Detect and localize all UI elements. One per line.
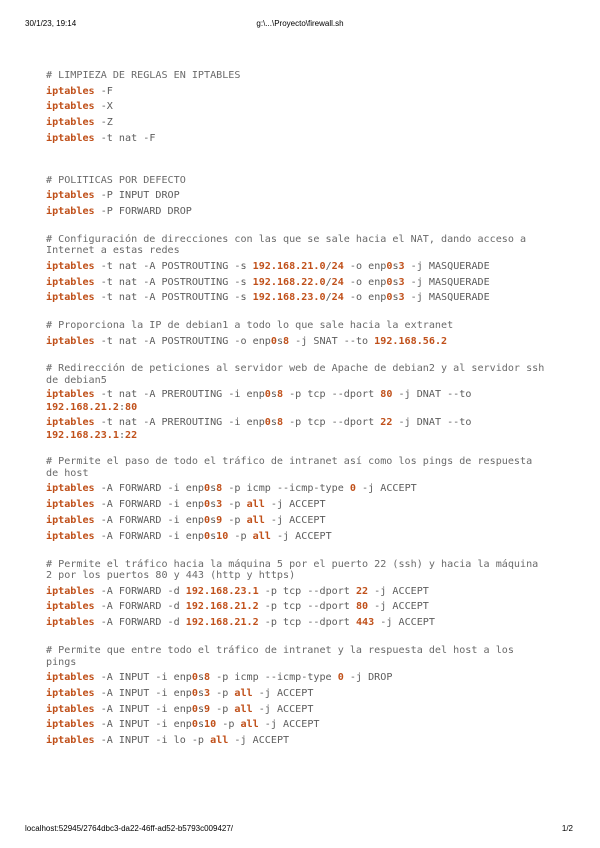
code-token: :: [118, 430, 126, 442]
code-section: [46, 234, 546, 306]
code-token-highlighted: iptables: [46, 687, 95, 699]
code-token-highlighted: 80: [380, 389, 393, 401]
code-token-highlighted: iptables: [46, 719, 95, 731]
code-token-highlighted: iptables: [46, 672, 95, 684]
code-token: -p icmp --icmp-type: [222, 483, 350, 495]
code-token-highlighted: iptables: [46, 483, 95, 495]
code-token-highlighted: 0: [386, 276, 393, 288]
print-datetime: 30/1/23, 19:14: [25, 19, 77, 28]
code-line: [46, 599, 546, 615]
code-line: [46, 529, 546, 545]
code-token-highlighted: 0: [386, 292, 393, 304]
code-token: -j ACCEPT: [264, 515, 326, 527]
code-section: [46, 320, 546, 349]
code-token: :: [118, 402, 126, 414]
code-token-highlighted: 0: [204, 515, 211, 527]
code-token-highlighted: all: [246, 499, 265, 511]
code-token: s: [270, 389, 277, 401]
code-token: -X: [94, 101, 113, 113]
code-token: -j DNAT --to: [392, 389, 478, 401]
code-line: [46, 99, 546, 115]
code-token: -p tcp --dport: [283, 417, 381, 429]
code-token: -p: [210, 703, 235, 715]
code-token-highlighted: iptables: [46, 292, 95, 304]
code-token-highlighted: 8: [283, 335, 290, 347]
code-token-highlighted: 22: [125, 430, 138, 442]
code-token: -t nat -F: [94, 132, 156, 144]
script-content: [46, 70, 546, 763]
code-section: [46, 70, 546, 147]
code-line: [46, 733, 546, 749]
code-section: [46, 363, 546, 442]
code-comment: # POLITICAS POR DEFECTO: [46, 174, 186, 186]
code-token-highlighted: 80: [355, 601, 369, 613]
code-token-highlighted: iptables: [46, 132, 95, 144]
code-token: -j DNAT --to: [392, 417, 478, 429]
code-token-highlighted: 0: [191, 719, 198, 731]
code-token-highlighted: 8: [216, 483, 223, 495]
code-token-highlighted: 192.168.22.0: [252, 276, 326, 288]
code-token: -Z: [94, 117, 113, 129]
code-token-highlighted: 3: [398, 292, 405, 304]
code-line: [46, 702, 546, 718]
code-token: s: [270, 417, 277, 429]
code-token-highlighted: 192.168.23.1: [46, 430, 119, 442]
code-token: -j SNAT --to: [289, 335, 375, 347]
page-number: 1/2: [561, 824, 573, 833]
code-token-highlighted: 0: [349, 483, 356, 495]
code-token-highlighted: iptables: [46, 260, 95, 272]
code-token: /: [325, 260, 332, 272]
code-token-highlighted: 3: [216, 499, 223, 511]
code-comment: # Redirección de peticiones al servidor web de Apache de debian2 y al servidor ssh de debian5: [46, 363, 545, 386]
code-comment: # LIMPIEZA DE REGLAS EN IPTABLES: [46, 70, 241, 81]
code-line: [46, 204, 546, 220]
code-token-highlighted: all: [210, 735, 229, 747]
code-token-highlighted: 192.168.21.2: [185, 601, 259, 613]
code-token-highlighted: iptables: [46, 335, 95, 347]
code-token-highlighted: iptables: [46, 276, 95, 288]
code-token: -j ACCEPT: [374, 617, 435, 629]
code-token: -A FORWARD -i enp: [94, 530, 205, 542]
code-token: -A INPUT -i lo -p: [94, 735, 211, 747]
code-token: -j MASQUERADE: [404, 276, 490, 288]
code-token-highlighted: 443: [355, 617, 375, 629]
code-token-highlighted: all: [234, 687, 253, 699]
code-token: -F: [94, 85, 113, 97]
code-token: -A FORWARD -d: [94, 601, 186, 613]
code-line: [46, 615, 546, 631]
code-token-highlighted: 0: [191, 687, 198, 699]
code-token-highlighted: 0: [204, 530, 211, 542]
code-token: -t nat -A POSTROUTING -s: [94, 276, 253, 288]
code-token: s: [392, 292, 399, 304]
code-token: s: [197, 703, 205, 715]
code-token-highlighted: iptables: [46, 515, 95, 527]
code-line: [46, 131, 546, 147]
code-section: [46, 559, 546, 631]
code-comment: # Permite el paso de todo el tráfico de intranet así como los pings de respuesta de host: [46, 456, 533, 479]
code-token-highlighted: 3: [398, 276, 405, 288]
code-token-highlighted: 10: [204, 719, 217, 731]
code-token: s: [276, 335, 284, 347]
code-line: [46, 584, 546, 600]
code-line: [46, 717, 546, 733]
code-line: [46, 259, 546, 275]
code-token-highlighted: 24: [331, 260, 344, 272]
code-token: -p: [222, 499, 247, 511]
code-token-highlighted: iptables: [46, 530, 95, 542]
code-token: -j ACCEPT: [355, 483, 417, 495]
code-line: [46, 275, 546, 291]
code-token-highlighted: all: [246, 515, 265, 527]
code-line: [46, 513, 546, 529]
code-line: [46, 188, 546, 204]
code-line: [46, 497, 546, 513]
code-token-highlighted: 80: [125, 402, 138, 414]
code-token: -p: [216, 719, 241, 731]
code-token: -A INPUT -i enp: [94, 672, 192, 684]
code-token-highlighted: 192.168.23.0: [252, 292, 326, 304]
code-token-highlighted: 24: [331, 276, 344, 288]
code-token: -j ACCEPT: [252, 687, 314, 699]
code-token-highlighted: 0: [337, 672, 344, 684]
code-token: -j MASQUERADE: [404, 260, 490, 272]
code-token-highlighted: 3: [398, 260, 405, 272]
code-token: -j ACCEPT: [228, 735, 290, 747]
code-token: -p: [222, 515, 247, 527]
code-token-highlighted: 8: [276, 389, 284, 401]
code-token: -j ACCEPT: [258, 719, 320, 731]
code-token-highlighted: 0: [191, 672, 198, 684]
code-token-highlighted: iptables: [46, 117, 95, 129]
code-token-highlighted: 22: [355, 585, 369, 597]
code-token: -A FORWARD -d: [94, 617, 186, 629]
code-token-highlighted: 0: [204, 499, 211, 511]
code-token: -p tcp --dport: [283, 389, 381, 401]
code-token: s: [392, 276, 399, 288]
code-token-highlighted: 192.168.21.2: [185, 617, 259, 629]
code-token: -A FORWARD -i enp: [94, 515, 205, 527]
code-token-highlighted: iptables: [46, 601, 95, 613]
code-token: -j ACCEPT: [270, 530, 332, 542]
code-token: -p icmp --icmp-type: [210, 672, 338, 684]
code-token: -p tcp --dport: [258, 601, 356, 613]
code-token: -t nat -A PREROUTING -i enp: [94, 389, 265, 401]
code-token: -A INPUT -i enp: [94, 719, 192, 731]
code-token: -A FORWARD -i enp: [94, 499, 205, 511]
code-token: s: [392, 260, 399, 272]
code-line: [46, 334, 546, 350]
code-token: -p tcp --dport: [258, 617, 356, 629]
code-comment: # Proporciona la IP de debian1 a todo lo que sale hacia la extranet: [46, 320, 454, 332]
code-token-highlighted: iptables: [46, 585, 95, 597]
code-token-highlighted: 0: [191, 703, 198, 715]
code-token: -t nat -A POSTROUTING -o enp: [94, 335, 271, 347]
print-file-path: g:\...\Proyecto\firewall.sh: [256, 19, 344, 28]
code-token-highlighted: 0: [264, 417, 271, 429]
code-token: -o enp: [343, 292, 387, 304]
code-token: s: [210, 483, 217, 495]
code-token-highlighted: iptables: [46, 499, 95, 511]
code-token-highlighted: all: [240, 719, 259, 731]
code-token: -p tcp --dport: [258, 585, 356, 597]
code-token: s: [210, 530, 217, 542]
code-line: [46, 84, 546, 100]
code-token-highlighted: iptables: [46, 101, 95, 113]
code-token-highlighted: 192.168.21.0: [252, 260, 326, 272]
code-token: s: [197, 672, 205, 684]
code-token-highlighted: 8: [276, 417, 284, 429]
code-token-highlighted: 0: [204, 483, 211, 495]
code-token: -p: [210, 687, 235, 699]
code-token-highlighted: iptables: [46, 617, 95, 629]
code-token: -j MASQUERADE: [404, 292, 490, 304]
print-url: localhost:52945/2764dbc3-da22-46ff-ad52-b5793c009427/: [25, 824, 234, 833]
code-token-highlighted: iptables: [46, 735, 95, 747]
code-token-highlighted: 9: [204, 703, 211, 715]
code-token: s: [210, 499, 217, 511]
code-token: -p: [228, 530, 253, 542]
code-token-highlighted: 192.168.21.2: [46, 402, 119, 414]
code-comment: # Configuración de direcciones con las que se sale hacia el NAT, dando acceso a Internet a estas redes: [46, 233, 527, 257]
code-token-highlighted: iptables: [46, 389, 95, 401]
code-token: -A FORWARD -d: [94, 585, 186, 597]
code-line: [46, 388, 546, 414]
code-token-highlighted: 0: [270, 335, 277, 347]
code-token: s: [197, 687, 205, 699]
code-token: s: [197, 719, 205, 731]
code-token-highlighted: iptables: [46, 417, 95, 429]
code-token-highlighted: iptables: [46, 190, 95, 202]
code-token-highlighted: iptables: [46, 703, 95, 715]
code-token: /: [325, 276, 332, 288]
code-token-highlighted: all: [252, 530, 271, 542]
code-token: -j ACCEPT: [252, 703, 314, 715]
code-token-highlighted: 0: [264, 389, 271, 401]
code-token: -t nat -A PREROUTING -i enp: [94, 417, 265, 429]
code-token: s: [210, 515, 217, 527]
code-line: [46, 416, 546, 442]
code-section: [46, 175, 546, 220]
code-line: [46, 481, 546, 497]
code-token-highlighted: 0: [386, 260, 393, 272]
code-section: [46, 645, 546, 749]
code-token: -j ACCEPT: [368, 601, 429, 613]
code-token-highlighted: 9: [216, 515, 223, 527]
code-token-highlighted: 8: [204, 672, 211, 684]
code-token: -A INPUT -i enp: [94, 703, 192, 715]
code-token-highlighted: 192.168.23.1: [185, 585, 259, 597]
code-token: -j ACCEPT: [264, 499, 326, 511]
code-line: [46, 290, 546, 306]
code-comment: # Permite que entre todo el tráfico de intranet y la respuesta del host a los pings: [46, 645, 514, 668]
code-token-highlighted: iptables: [46, 205, 95, 217]
code-line: [46, 670, 546, 686]
code-token: -A INPUT -i enp: [94, 687, 192, 699]
code-token: -o enp: [343, 276, 387, 288]
code-token: -o enp: [343, 260, 387, 272]
code-token-highlighted: 24: [331, 292, 344, 304]
code-section: [46, 456, 546, 544]
code-line: [46, 115, 546, 131]
code-token: -t nat -A POSTROUTING -s: [94, 292, 253, 304]
code-line: [46, 686, 546, 702]
code-token: -j ACCEPT: [368, 585, 429, 597]
code-token: -t nat -A POSTROUTING -s: [94, 260, 253, 272]
code-token: /: [325, 292, 332, 304]
code-token-highlighted: 22: [380, 417, 393, 429]
code-token: -j DROP: [343, 672, 393, 684]
code-token-highlighted: 192.168.56.2: [374, 335, 448, 347]
code-token-highlighted: all: [234, 703, 253, 715]
code-token-highlighted: iptables: [46, 85, 95, 97]
code-token-highlighted: 3: [204, 687, 211, 699]
code-token: -P INPUT DROP: [94, 190, 180, 202]
code-token: -P FORWARD DROP: [94, 205, 192, 217]
code-comment: # Permite el tráfico hacia la máquina 5 por el puerto 22 (ssh) y hacia la máquina 2 por los puertos 80 y 443 (http y https): [46, 558, 539, 582]
code-token: -A FORWARD -i enp: [94, 483, 205, 495]
code-token-highlighted: 10: [216, 530, 229, 542]
